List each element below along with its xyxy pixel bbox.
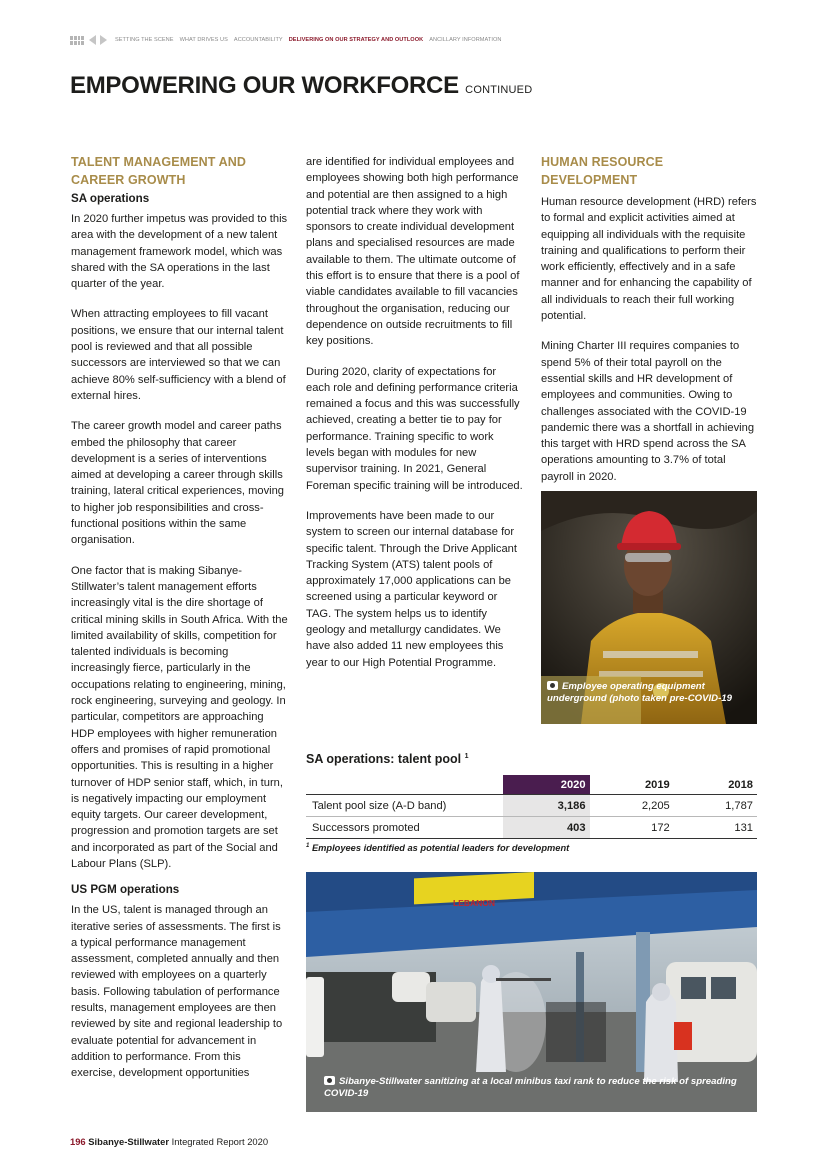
cell-2018: 1,787 — [674, 795, 757, 817]
page-title-continued: CONTINUED — [465, 84, 533, 96]
sa-operations-subheading: SA operations — [71, 192, 150, 205]
nav-accountability[interactable]: ACCOUNTABILITY — [233, 37, 283, 43]
table-title-text: SA operations: talent pool — [306, 752, 462, 766]
column-talent-continued — [306, 154, 523, 685]
company-name: Sibanye-Stillwater — [88, 1136, 170, 1147]
nav-delivering-on-strategy[interactable]: DELIVERING ON OUR STRATEGY AND OUTLOOK — [288, 37, 424, 43]
paragraph: One factor that is making Sibanye-Stillwater’s talent management efforts increasingly vital is the dire shortage of critical mining skills in South Africa. With the limited availability of skills, competition for talented individuals is becoming increasingly fierce, particularly in the occupations relating to engineering, mining, rock engineering, surveying and geology. In particular, competitors are approaching HDP employees with higher remuneration offers and promises of rapid promotional opportunities. This is resulting in a higher turnover of HDP senior staff, which, in turn, is negatively impacting our employment equity targets. Our career development, progression and promotion targets are set and incorporated as part of the Social and Labour Plans (SLP). — [71, 564, 288, 870]
report-name: Integrated Report 2020 — [171, 1136, 269, 1147]
table-header-empty — [306, 775, 503, 795]
miner-photo — [541, 491, 757, 724]
paragraph: When attracting employees to fill vacant positions, we ensure that our internal talent pool is reviewed and that all possible successors are interviewed so that we can achieve 80% self-sufficiency with a blend of external hires. — [71, 308, 286, 402]
table-header-2020: 2020 — [503, 775, 590, 795]
nav-what-drives-us[interactable]: WHAT DRIVES US — [179, 37, 228, 43]
hrd-heading: HUMAN RESOURCE DEVELOPMENT — [541, 155, 664, 187]
taxi-rank-photo-caption — [324, 1076, 754, 1100]
page-title — [70, 72, 532, 100]
table-row — [306, 795, 757, 817]
talent-management-heading: TALENT MANAGEMENT AND CAREER GROWTH — [71, 155, 247, 187]
table-header-2019: 2019 — [590, 775, 674, 795]
previous-page-icon[interactable] — [89, 35, 96, 45]
row-label: Successors promoted — [306, 817, 503, 839]
camera-icon — [547, 681, 558, 690]
paragraph: Human resource development (HRD) refers to formal and explicit activities aimed at equipping all individuals with the requisite training and qualifications to perform their work efficiently, effectively and in a safe manner and for enhancing the capability of all individuals to reach their full working potential. — [541, 196, 757, 323]
paragraph: During 2020, clarity of expectations for each role and defining performance criteria remained a focus and this was successfully achieved, creating a better tie to pay for performance. Training specific to work levels began with modules for new supervisor training. In 2021, General Foreman specific training will be introduced. — [306, 365, 523, 492]
table-row — [306, 817, 757, 839]
paragraph: In the US, talent is managed through an iterative series of assessments. The first is a typical performance management assessment, completed annually and then reviewed with employees on a quarterly basis. Following tabulation of performance results, management employees are then reviewed by site and regional leadership to evaluate potential for advancement in addition to performance. From this exercise, development opportunities — [71, 904, 283, 1080]
lebanon-sign: LEBANON — [452, 898, 496, 908]
section-nav — [70, 35, 507, 45]
camera-icon — [324, 1076, 335, 1085]
talent-pool-table-title — [306, 752, 469, 766]
nav-setting-the-scene[interactable]: SETTING THE SCENE — [115, 37, 174, 43]
miner-photo-caption-text: Employee operating equipment underground (photo taken pre-COVID-19 — [547, 681, 732, 704]
cell-2019: 172 — [590, 817, 674, 839]
paragraph: are identified for individual employees and employees showing both high performance and potential are then assigned to a high potential track where they work with sponsors to create individual development plans and specialised resources are made available to them. The ultimate outcome of this effort is to ensure that there is a pool of viable candidates available to fill vacancies throughout the organisation, reducing our dependence on outside recruitments to fill key positions. — [306, 156, 520, 348]
column-talent-management — [71, 154, 288, 1096]
paragraph: Improvements have been made to our system to screen our internal database for specific talent. Through the Drive Applicant Tracking System (ATS) talent pools of approximately 17,000 applications can be screened using a particular keyword or TAG. The system helps us to identify geology and metallurgy candidates. We have also added 11 new employees this year to our High Potential Programme. — [306, 509, 517, 669]
cell-2018: 131 — [674, 817, 757, 839]
cell-2020: 3,186 — [503, 795, 590, 817]
table-footnote — [306, 843, 569, 853]
miner-photo-caption — [547, 681, 755, 705]
paragraph: In 2020 further impetus was provided to this area with the development of a new talent management framework model, which was shared with the SA operations in the last quarter of the year. — [71, 213, 288, 291]
taxi-rank-photo — [306, 872, 757, 1112]
column-hrd — [541, 154, 758, 499]
table-header-2018: 2018 — [674, 775, 757, 795]
next-page-icon[interactable] — [100, 35, 107, 45]
nav-ancillary-information[interactable]: ANCILLARY INFORMATION — [429, 37, 502, 43]
row-label: Talent pool size (A-D band) — [306, 795, 503, 817]
us-pgm-subheading: US PGM operations — [71, 883, 180, 897]
paragraph: Mining Charter III requires companies to spend 5% of their total payroll on the essential skills and HR development of employees and communities. Owing to challenges associated with the COVID-19 pandemic there was a shortfall in achieving this target with HRD spend across the SA operations amounting to 3.7% of total payroll in 2020. — [541, 340, 755, 483]
footnote-text: Employees identified as potential leaders for development — [311, 843, 570, 854]
cell-2019: 2,205 — [590, 795, 674, 817]
grid-menu-icon[interactable] — [70, 36, 84, 45]
table-title-note: 1 — [464, 752, 469, 760]
page-number: 196 — [70, 1136, 86, 1147]
cell-2020: 403 — [503, 817, 590, 839]
nav-controls — [70, 35, 109, 45]
taxi-rank-photo-caption-text: Sibanye-Stillwater sanitizing at a local minibus taxi rank to reduce the risk of spreading COVID-19 — [324, 1076, 737, 1099]
page-title-text: EMPOWERING OUR WORKFORCE — [70, 72, 459, 99]
footnote-mark: 1 — [306, 843, 310, 849]
talent-pool-table — [306, 775, 757, 839]
page-footer — [70, 1136, 268, 1147]
paragraph: The career growth model and career paths embed the philosophy that career development is a series of interventions aimed at developing a career through skills training, lateral critical experiences, moving to higher job responsibilities and cross-functional positions within the same organisation. — [71, 420, 285, 547]
